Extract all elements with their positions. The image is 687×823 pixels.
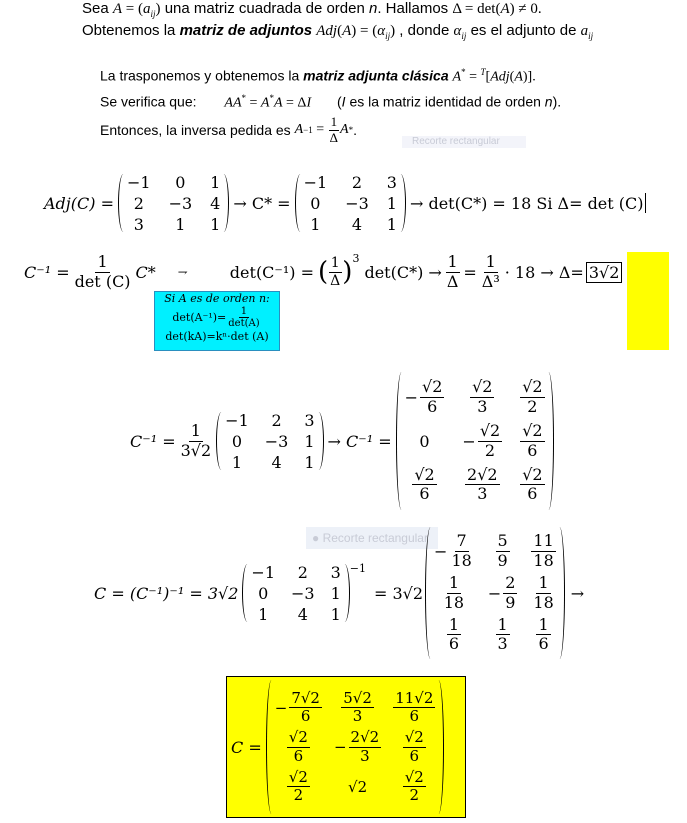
inverse-input-cell: 1 <box>231 452 243 472</box>
final-answer-box: C = − $\frac{7√2}{6}$ $\frac{5√2}{3}$ $\frac{11√2}{6}$ $\frac{√2}{6}$ − $\frac{2√2}{3}$ $\frac{√2}{6}$ $\frac{√2}{2}$ √2 $\frac{√2}{2}$ <box>226 676 466 818</box>
intro-line-1: Sea $A = (a_{ij})$ una matriz cuadrada de orden n. Hallamos Δ = det(A) ≠ 0. <box>82 0 542 19</box>
inverse-result-cell: − $\frac{√2}{2}$ <box>462 421 501 460</box>
intro-line-2: Obtenemos la matriz de adjuntos $Adj(A) = (\alpha_{ij})$ , donde $\alpha_{ij}$ es el adjunto de $a_{ij}$ <box>82 22 594 41</box>
inverse-input-cell: −1 <box>225 410 249 430</box>
adj-tail: → det(C*) = 18 Si Δ= det (C) <box>409 193 644 213</box>
adj-matrix-cell: 1 <box>210 172 221 192</box>
adj-row <box>44 172 646 234</box>
cmat-input-cell: −1 <box>251 562 275 582</box>
cmat-result-cell: $\frac{1}{6}$ <box>448 614 460 654</box>
final-result-cell: $\frac{5√2}{3}$ <box>343 688 372 725</box>
inverse-result-cell: $\frac{√2}{6}$ <box>522 421 543 460</box>
cstar-matrix-cell: 1 <box>386 214 397 234</box>
inverse-result-cell: $\frac{√2}{6}$ <box>522 464 543 504</box>
cmat-result-cell: − $\frac{7}{18}$ <box>434 531 472 570</box>
inverse-input-cell: −3 <box>264 431 289 451</box>
adj-label: Adj(C) = <box>44 193 114 213</box>
inverse-result-cell: $\frac{√2}{6}$ <box>414 464 435 504</box>
adj-matrix-cell: 3 <box>133 214 144 234</box>
inverse-input-cell: 1 <box>304 452 315 472</box>
cmat-input-cell: 2 <box>297 562 308 582</box>
inverse-result-cell: $\frac{2√2}{3}$ <box>467 464 498 504</box>
final-result-cell: √2 <box>348 777 368 796</box>
cmat-result-cell: $\frac{1}{6}$ <box>538 614 549 654</box>
hint-box: Si A es de orden n: det(A⁻¹)= $\frac{1}{\det(A)}$ det(kA)=kⁿ·det (A) <box>154 291 280 351</box>
final-result-cell: $\frac{√2}{2}$ <box>288 767 308 804</box>
inverse-input-cell: 1 <box>304 431 315 451</box>
cmat-input-cell: 1 <box>258 604 269 624</box>
final-result-cell: $\frac{√2}{6}$ <box>404 728 424 765</box>
ghost-label-small: Recorte rectangular <box>402 136 526 148</box>
hint-title: Si A es de orden n: <box>164 292 270 305</box>
inverse-result-matrix <box>405 378 545 503</box>
cmat-result-cell: $\frac{5}{9}$ <box>497 531 508 570</box>
cmat-input-cell: 3 <box>330 562 341 582</box>
cstar-matrix-cell: 2 <box>351 172 363 192</box>
inverse-result-cell: 0 <box>419 431 430 451</box>
final-result-matrix <box>275 690 436 805</box>
cmat-input-cell: 4 <box>297 604 308 624</box>
cmat-row: C = (C⁻¹)⁻¹ = 3√2 −1 2 3 0 −3 1 1 4 1 $^{-1}$ = 3√2 − $\frac{7}{18}$ $\frac{5}{9}$ $\frac{11}{18}$ $\frac{1}{18}$ − $\frac{2}{9}$ $\frac{1}{18}$ $\frac{1}{6}$ $\frac{1}{3}$ $\frac{1}{6}$ → <box>94 524 584 662</box>
cstar-label: → C* = <box>233 193 291 213</box>
cstar-matrix-cell: 4 <box>351 214 363 234</box>
cmat-result-cell: $\frac{11}{18}$ <box>533 531 554 570</box>
inverse-result-cell: $\frac{√2}{3}$ <box>472 377 493 416</box>
det-lhs: det(C⁻¹) = <box>229 262 315 282</box>
cmat-input-cell: 0 <box>258 583 269 603</box>
adj-matrix-cell: 2 <box>133 193 144 213</box>
hint-arrow: ⇁ <box>177 265 188 279</box>
final-result-cell: − $\frac{2√2}{3}$ <box>333 728 380 765</box>
inverse-input-cell: 3 <box>304 410 315 430</box>
intro-line-4: Se verifica que: AA* = A*A = ΔI (I es la matriz identidad de orden n). <box>100 93 562 111</box>
cstar-matrix-cell: −3 <box>345 193 369 213</box>
adj-matrix-cell: −1 <box>126 172 151 192</box>
final-result-cell: − $\frac{7√2}{6}$ <box>274 688 320 725</box>
cstar-matrix-cell: 0 <box>310 193 321 213</box>
cstar-matrix-cell: −1 <box>303 172 328 192</box>
cmat-input-cell: 1 <box>330 604 341 624</box>
hint-line-2: det(kA)=kⁿ·det (A) <box>165 329 269 343</box>
inverse-result-cell: − $\frac{√2}{6}$ <box>404 377 443 416</box>
final-result-cell: $\frac{√2}{2}$ <box>404 767 424 804</box>
cmat-result-cell: − $\frac{2}{9}$ <box>487 573 516 612</box>
cmat-result-cell: $\frac{1}{3}$ <box>497 614 508 654</box>
adj-matrix-cell: 1 <box>175 214 186 234</box>
adj-matrix-cell: 0 <box>175 172 186 192</box>
cmat-result-matrix <box>434 532 556 653</box>
inverse-row: C⁻¹ = $\frac{1}{3√2}$ −1 2 3 0 −3 1 1 4 1 → C⁻¹ = − $\frac{√2}{6}$ $\frac{√2}{3}$ $\frac{√2}{2}$ 0 − $\frac{√2}{2}$ $\frac{√2}{6}$ $\frac{√2}{6}$ $\frac{2√2}{3}$ $\frac{√2}{6}$ <box>130 370 554 512</box>
cmat-result-cell: $\frac{1}{18}$ <box>533 573 554 612</box>
cstar-symbol: C* <box>135 262 156 282</box>
cstar-matrix-cell: 1 <box>310 214 321 234</box>
cmat-input-cell: −3 <box>291 583 315 603</box>
result-highlight <box>627 252 669 350</box>
inverse-input-matrix <box>225 411 314 472</box>
inv-lhs: C⁻¹ = <box>24 262 70 282</box>
inv-det-row: C⁻¹ = $\frac{1}{\det (C)}$ C* ⇁ det(C⁻¹) = ( $\frac{1}{\Delta}$ ) $^3$ det(C*) → $\frac{1}{\Delta}$ = $\frac{1}{\text{Δ³}}$ · 18 → Δ= 3√2 <box>24 252 622 292</box>
adj-matrix-cell: 1 <box>210 214 221 234</box>
adj-matrix <box>127 173 220 234</box>
final-result-cell: $\frac{11√2}{6}$ <box>395 688 434 725</box>
inverse-input-cell: 4 <box>271 452 282 472</box>
final-result-cell: $\frac{√2}{6}$ <box>288 728 308 765</box>
ghost-label-large: ● Recorte rectangular <box>306 527 438 549</box>
cstar-matrix-cell: 3 <box>386 172 397 192</box>
adj-matrix-cell: 4 <box>210 193 221 213</box>
inverse-result-cell: $\frac{√2}{2}$ <box>522 377 543 416</box>
cmat-input-matrix <box>251 563 340 624</box>
cmat-input-cell: 1 <box>330 583 341 603</box>
cstar-matrix <box>304 173 397 234</box>
intro-line-5: Entonces, la inversa pedida es A −1 = $\frac{1}{\Delta}$ A * . <box>100 114 357 145</box>
inverse-input-cell: 0 <box>231 431 243 451</box>
delta-result: 3√2 <box>586 262 623 283</box>
cmat-result-cell: $\frac{1}{18}$ <box>443 573 465 612</box>
inverse-input-cell: 2 <box>271 410 282 430</box>
cstar-matrix-cell: 1 <box>386 193 397 213</box>
intro-line-3: La trasponemos y obtenemos la matriz adjunta clásica A* = $^T$[Adj(A)]. <box>100 67 536 85</box>
adj-matrix-cell: −3 <box>168 193 193 213</box>
